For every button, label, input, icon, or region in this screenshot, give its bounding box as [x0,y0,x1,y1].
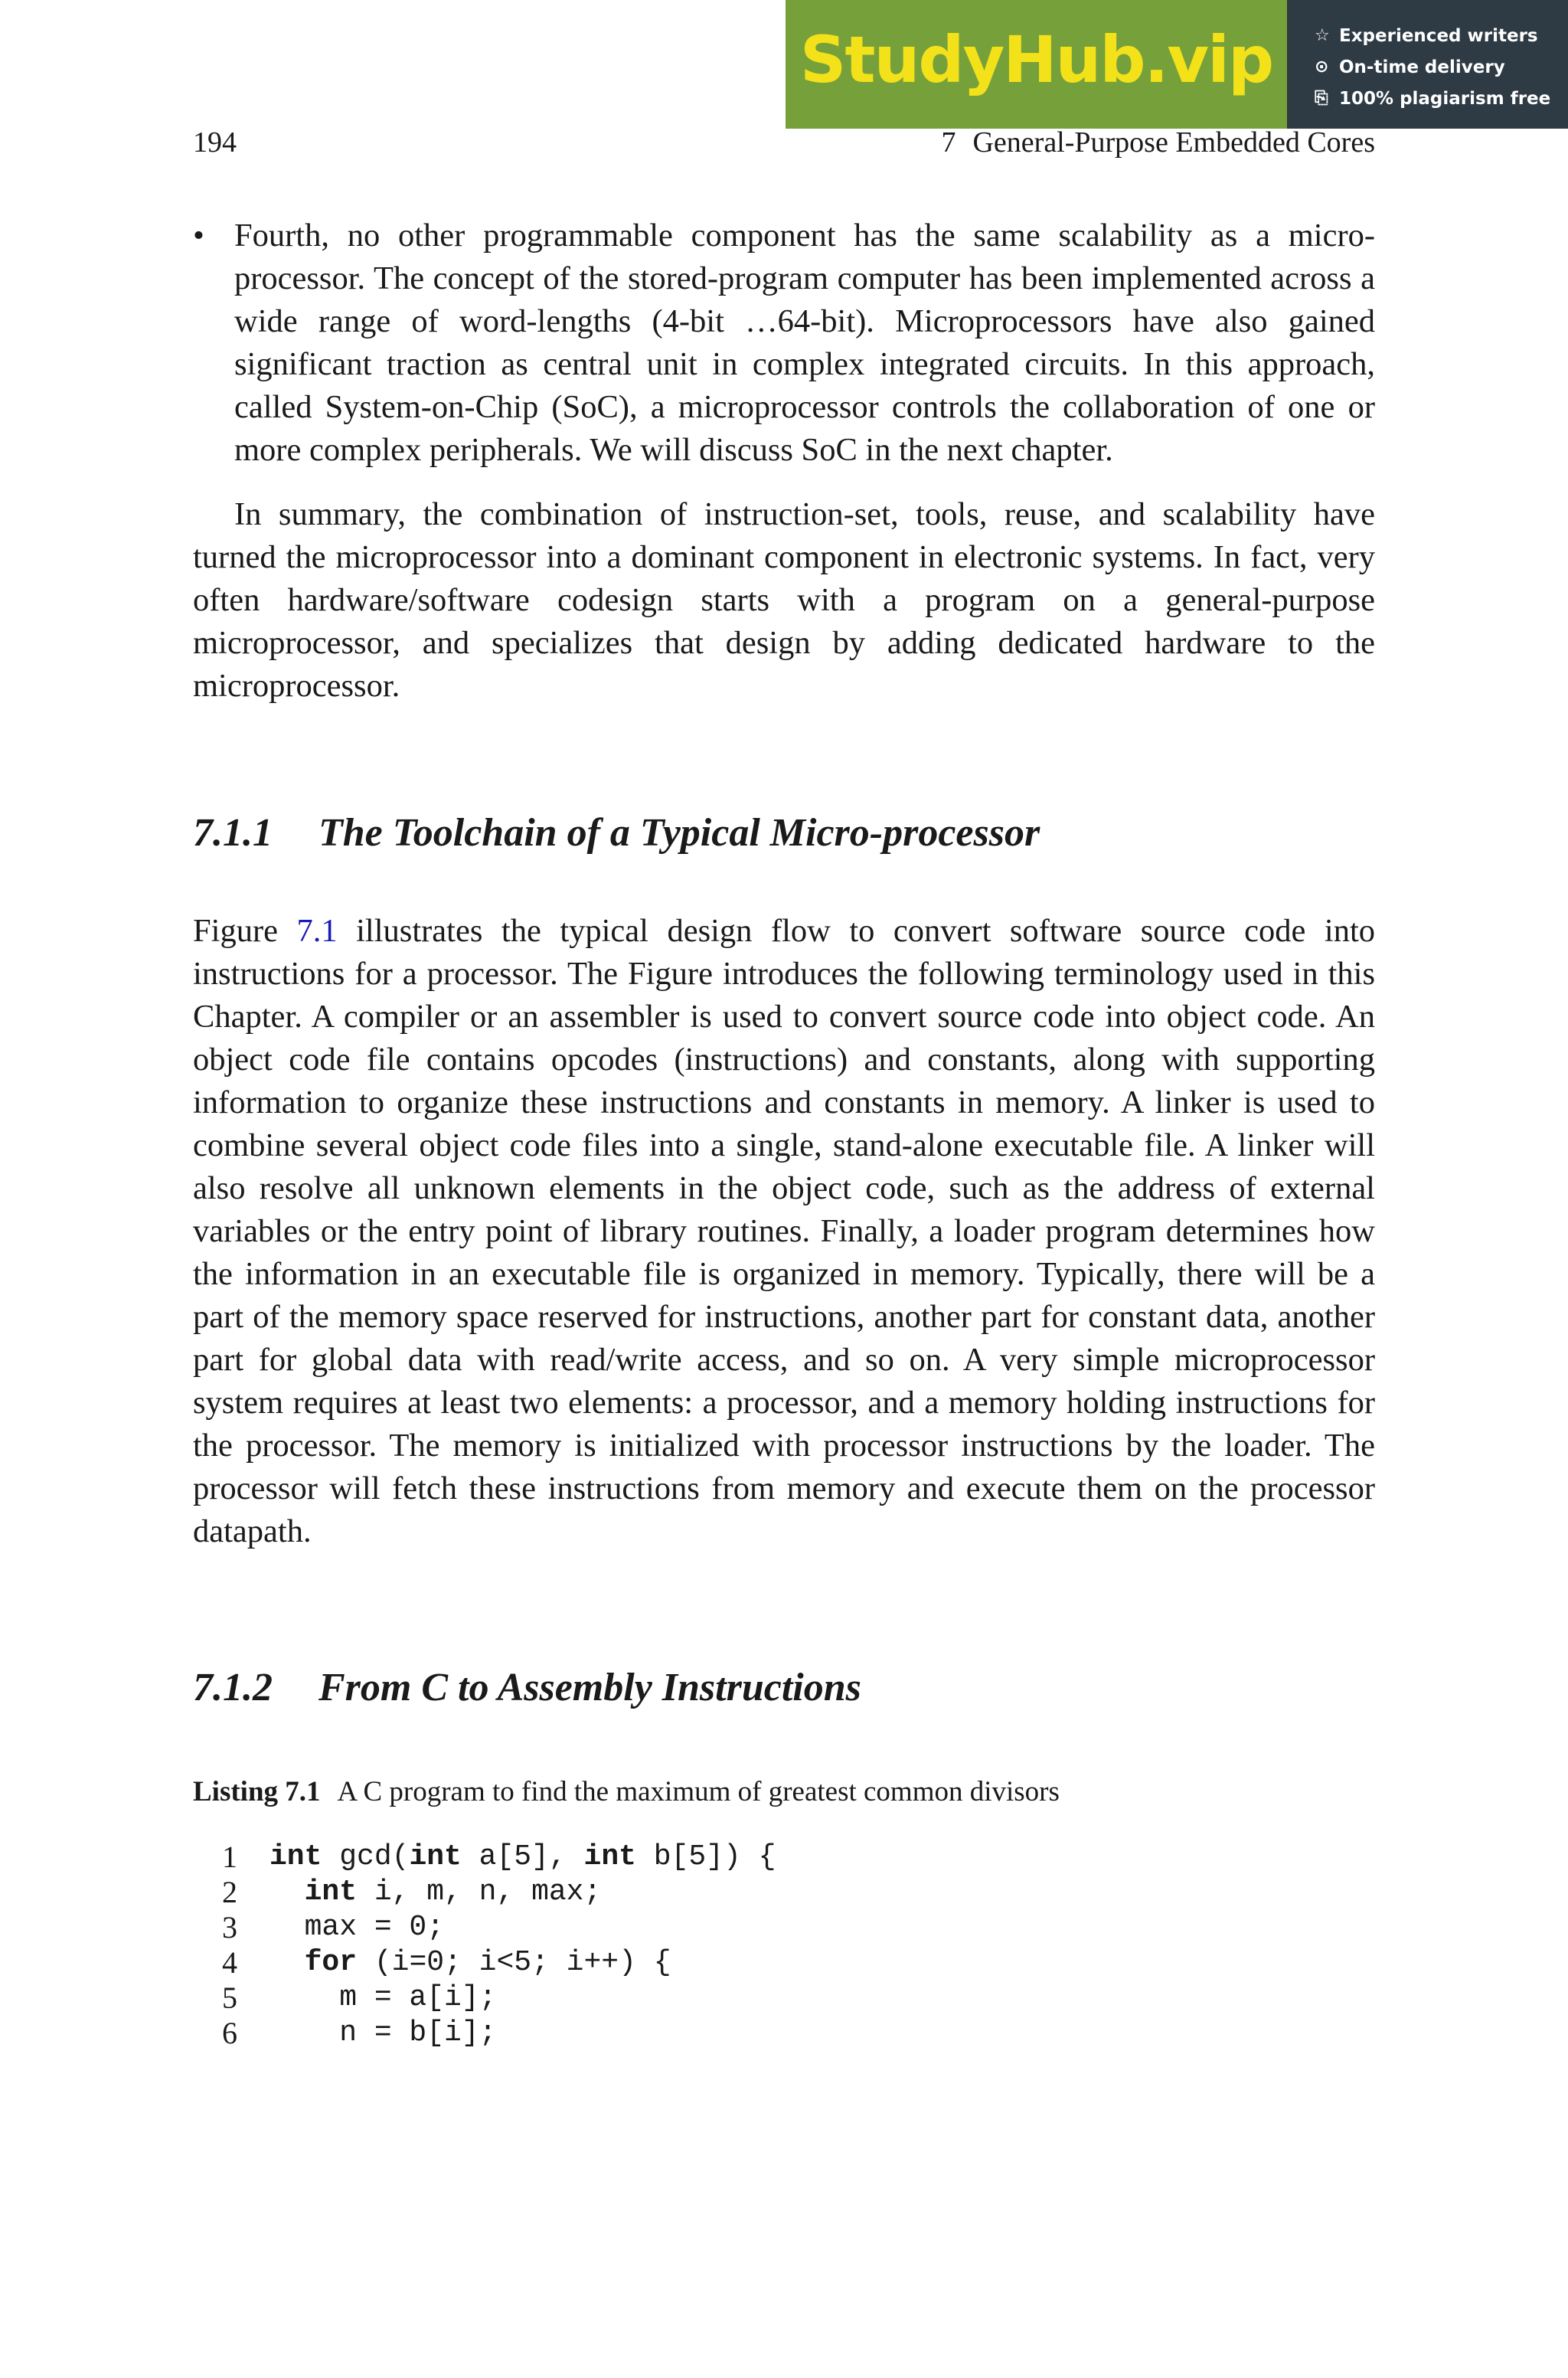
clock-icon: ⊙ [1315,57,1329,77]
banner-feature-label: Experienced writers [1339,25,1538,46]
section-number: 7.1.1 [193,811,273,855]
code-line [193,1910,1375,1945]
studyhub-ad-banner[interactable] [786,0,1568,129]
line-number: 3 [222,1910,237,1945]
code-fragment: gcd( [322,1840,410,1873]
code-keyword: int [304,1876,358,1909]
code-indent [270,1876,305,1909]
banner-features [1287,0,1568,129]
toolchain-paragraph [193,910,1375,1553]
banner-feature-label: On-time delivery [1339,57,1505,77]
listing-label: Listing 7.1 [193,1776,321,1807]
code-indent [270,1911,305,1944]
banner-feature-label: 100% plagiarism free [1339,88,1551,109]
line-number: 2 [222,1875,237,1909]
section-number: 7.1.2 [193,1666,273,1709]
code-line [193,1840,1375,1875]
code-indent [270,1981,339,2014]
code-line [193,2016,1375,2051]
banner-brand-area[interactable] [786,0,1287,129]
figure-reference-link[interactable]: 7.1 [296,913,338,949]
code-fragment: (i=0; i<5; i++) { [357,1946,671,1979]
line-number: 4 [222,1945,237,1980]
paragraph-text: illustrates the typical design flow to convert software source code into instructions for a processor. The Figure introduces the following terminology used in this Chapter. A compiler or an assembler is used to convert source code into object code. An object code file contains opcodes (instructions) and constants, along with supporting information to organize these instructions and constants in memory. A linker is used to combine several object code files into a single, stand-alone executable file. A linker will also resolve all unknown elements in the object code, such as the address of external variables or the entry point of library routines. Finally, a loader program determines how the information in an executable file is organized in memory. Typically, there will be a part of the memory space reserved for instructions, another part for constant data, another part for global data with read/write access, and so on. A very simple microprocessor system requires at least two elements: a processor, and a memory holding instructions for the processor. The memory is initialized with processor instructions by the loader. The processor will fetch these instructions from memory and execute them on the processor datapath. [193,913,1376,1549]
line-number: 5 [222,1981,237,2015]
banner-feature-plagiarism [1315,83,1568,114]
code-line [193,1875,1375,1910]
listing-caption-text: A C program to find the maximum of greatest common divisors [337,1776,1060,1807]
banner-feature-writers [1315,20,1568,51]
bullet-text: Fourth, no other programmable component has the same scalability as a micro-processor. The concept of the stored-program computer has been implemented across a wide range of word-lengths (4-bit …64-bit). Microprocessors have also gained significant traction as central unit in complex integrated circuits. In this approach, called System-on-Chip (SoC), a microprocessor controls the collaboration of one or more complex peripherals. We will discuss SoC in the next chapter. [234,218,1375,468]
page-number: 194 [193,126,237,159]
bullet-item [193,214,1375,472]
code-text [270,1875,601,1910]
line-number: 1 [222,1840,237,1874]
star-icon: ☆ [1315,26,1330,45]
running-head [941,126,1375,159]
code-keyword: int [583,1840,636,1873]
code-text [270,1910,444,1945]
code-fragment: b[5]) { [635,1840,776,1873]
code-fragment: i, m, n, max; [357,1876,602,1909]
section-title: The Toolchain of a Typical Micro-processor [318,811,1040,855]
paragraph-prefix: Figure [193,913,297,949]
code-line [193,1981,1375,2016]
bullet-mark: • [193,218,204,254]
code-text [270,2016,496,2051]
code-fragment: m = a[i]; [339,1981,497,2014]
code-text [270,1981,496,2016]
chapter-title: General-Purpose Embedded Cores [972,126,1375,159]
code-keyword: int [409,1840,462,1873]
code-listing [193,1840,1375,2051]
code-fragment: n = b[i]; [339,2017,497,2049]
section-title: From C to Assembly Instructions [318,1666,861,1709]
code-text [270,1840,776,1875]
code-fragment: a[5], [461,1840,584,1873]
code-indent [270,2017,339,2049]
code-indent [270,1946,305,1979]
line-number: 6 [222,2016,237,2050]
chapter-number: 7 [941,126,956,159]
banner-feature-delivery [1315,51,1568,83]
code-keyword: for [304,1946,358,1979]
page-body [193,214,1375,2051]
listing-caption [193,1774,1375,1810]
summary-paragraph: In summary, the combination of instruction-set, tools, reuse, and scalability have turned the microprocessor into a dominant component in electronic systems. In fact, very often hardware/software codesign starts with a program on a general-purpose microprocessor, and specializes that design by adding dedicated hardware to the microprocessor. [193,496,1375,704]
code-line [193,1945,1375,1981]
section-heading-toolchain [193,812,1375,855]
code-keyword: int [270,1840,322,1873]
section-heading-c-to-assembly [193,1667,1375,1709]
code-fragment: max = 0; [304,1911,445,1944]
copy-icon: ⎘ [1315,89,1328,108]
banner-brand-logo: StudyHub.vip [799,22,1273,97]
code-text [270,1945,671,1981]
